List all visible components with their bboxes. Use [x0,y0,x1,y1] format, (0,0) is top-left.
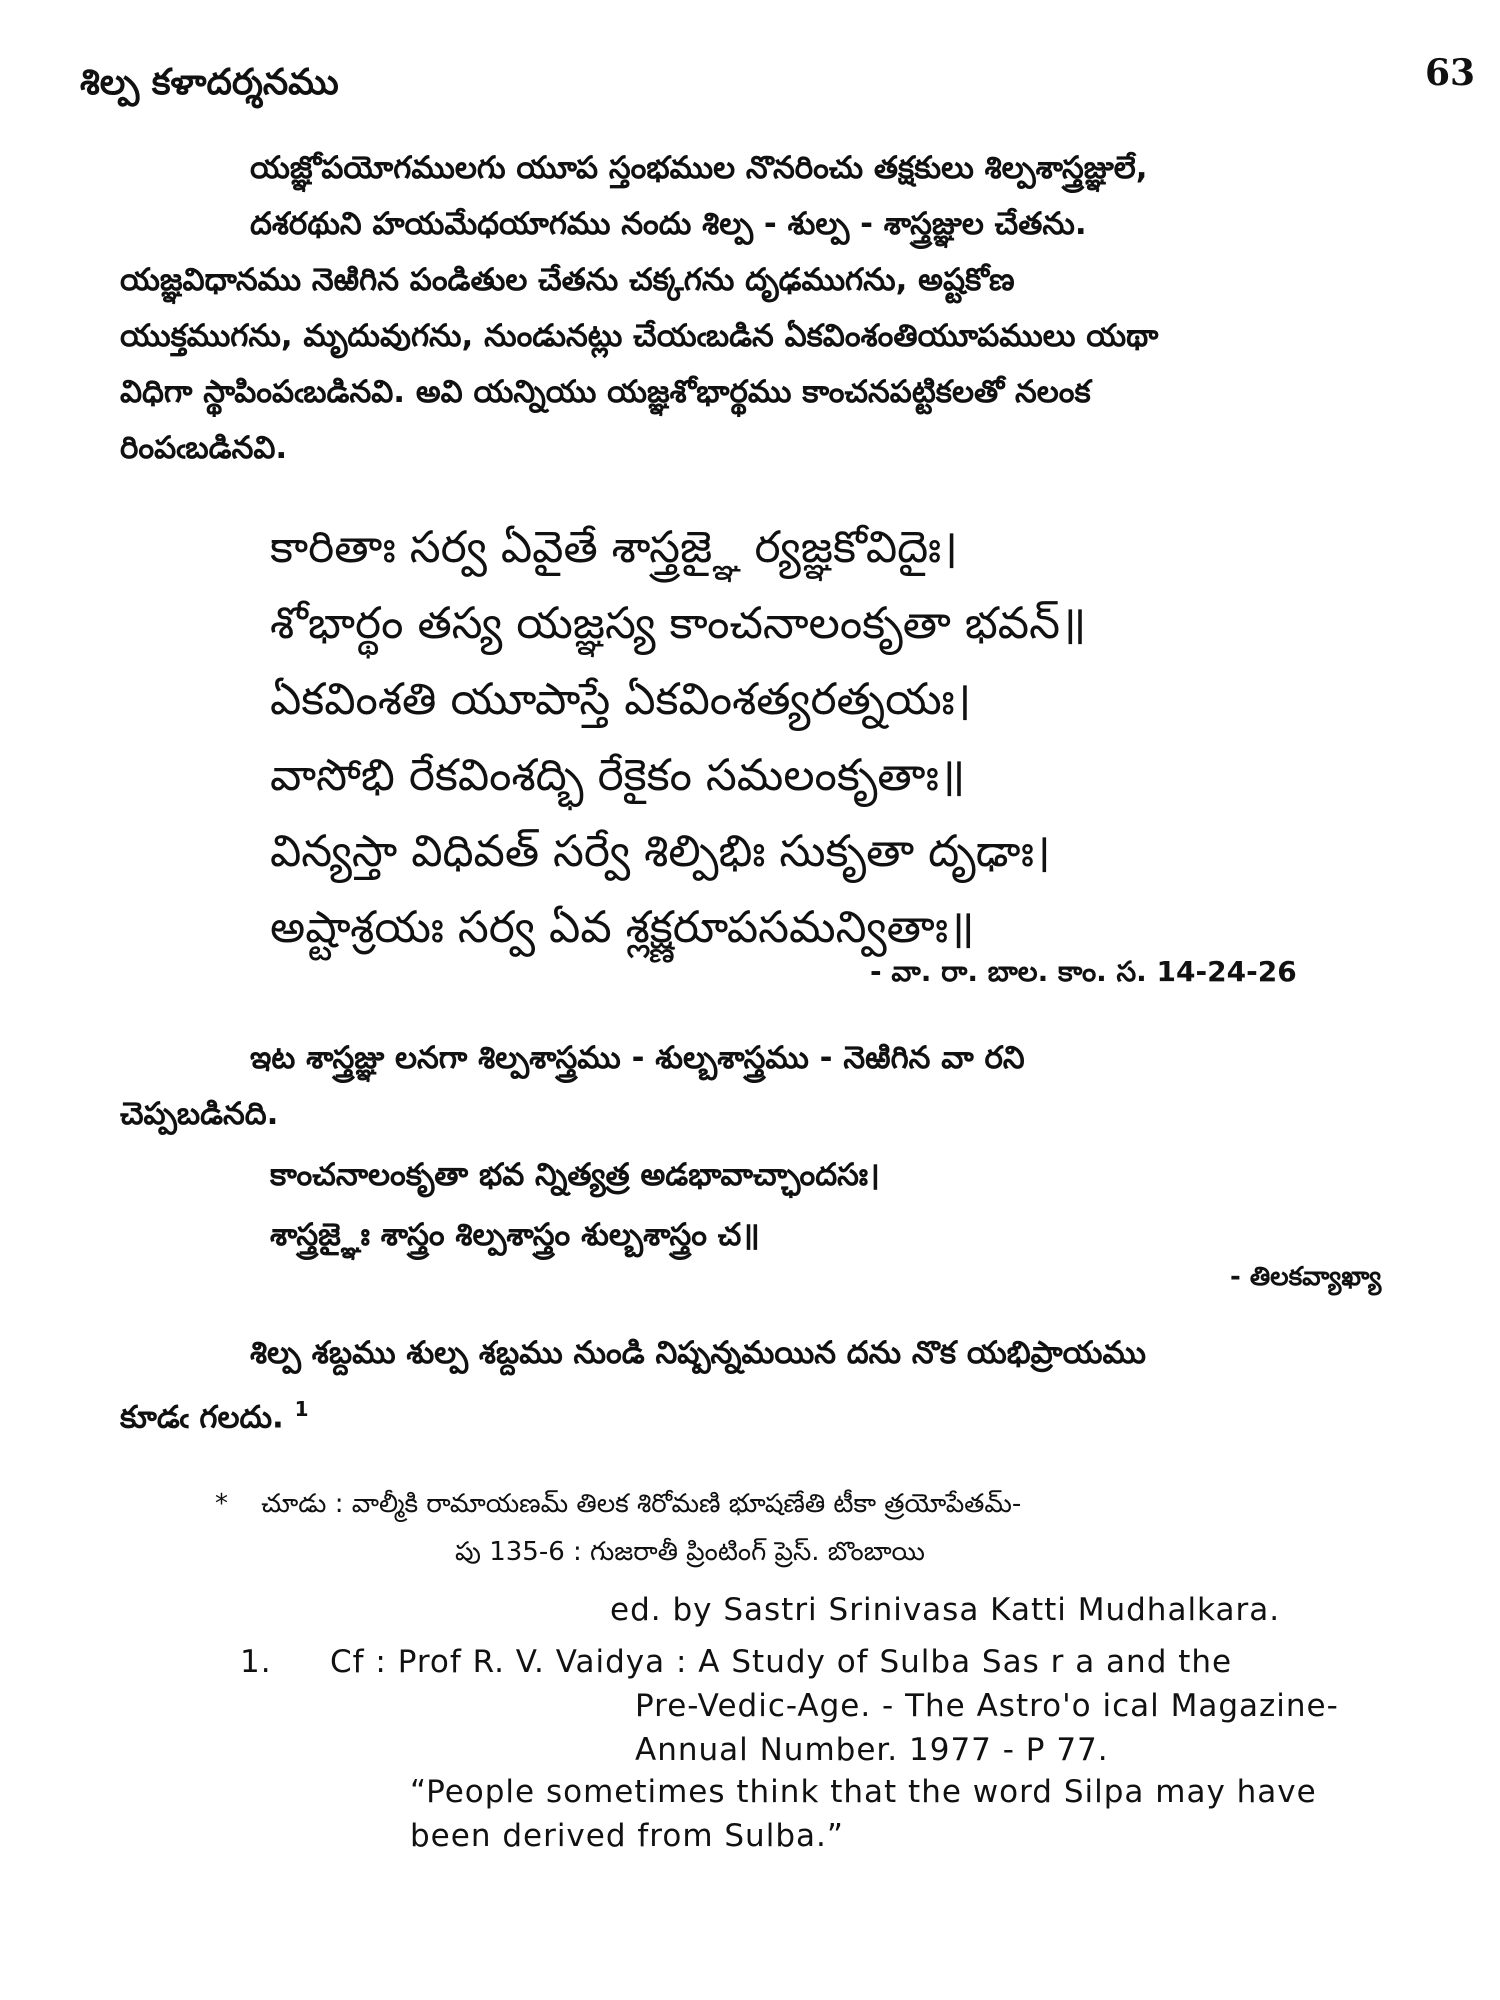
paragraph-line: యజ్ఞోపయోగములగు యూప స్తంభముల నొనరించు తక్షకులు శిల్పశాస్త్రజ్ఞులే, [250,150,1148,186]
footnote-citation: Cf : Prof R. V. Vaidya : A Study of Sulba Sas r a and the [330,1644,1233,1680]
star-footnote [215,1480,1485,1576]
page-number: 63 [1425,52,1476,94]
running-header-title: శిల్ప కళాదర్శనము [80,62,339,103]
paragraph-line: విధిగా స్థాపింపఁబడినవి. అవి యన్నియు యజ్ఞశోభార్థము కాంచనపట్టికలతో నలంక [120,374,1091,410]
paragraph-3 [120,1325,1480,1445]
paragraph-line: ఇట శాస్త్రజ్ఞు లనగా శిల్పశాస్త్రము - శుల్బశాస్త్రము - నెఱిగిన వా రని [250,1040,1025,1076]
paragraph-line: యజ్ఞవిధానము నెఱిగిన పండితుల చేతను చక్కగను దృఢముగను, అష్టకోణ [120,262,1015,298]
quote-line: “People sometimes think that the word Silpa may have [410,1774,1317,1810]
footnote-line: పు 135-6 : గుజరాతీ ప్రింటింగ్ ప్రెస్. బొంబాయి [455,1537,925,1567]
paragraph-1 [120,140,1480,476]
footnote-line [215,1480,1485,1528]
paragraph-line: శిల్ప శబ్దము శుల్ప శబ్దము నుండి నిష్పన్నమయిన దను నొక యభిప్రాయము [250,1335,1146,1371]
verse-line: కారితాః సర్వ ఏవైతే శాస్త్రజ్ఞై ర్యజ్ఞకోవిదైః। [270,522,958,573]
verse-line: శోభార్థం తస్య యజ్ఞస్య కాంచనాలంకృతా భవన్॥ [270,598,1087,649]
tilaka-reference: - తిలకవ్యాఖ్యా [1230,1262,1382,1292]
paragraph-line [120,1381,1480,1445]
editor-credit: ed. by Sastri Srinivasa Katti Mudhalkara. [610,1592,1281,1628]
paragraph-line: దశరథుని హయమేధయాగము నందు శిల్ప - శుల్ప - శాస్త్రజ్ఞుల చేతను. [250,206,1087,242]
verse-line: వాసోభి రేకవింశద్భి రేకైకం సమలంకృతాః॥ [270,750,966,801]
verse-reference: - వా. రా. బాల. కాం. స. 14-24-26 [870,955,1297,988]
sanskrit-verse [270,510,1430,966]
paragraph-2 [120,1030,1480,1142]
commentary-line: శాస్త్రజ్ఞైః శాస్త్రం శిల్పశాస్త్రం శుల్బశాస్త్రం చ॥ [270,1217,760,1253]
asterisk-mark: * [215,1489,228,1519]
commentary-line: కాంచనాలంకృతా భవ న్నిత్యత్ర అడభావాచ్ఛాందసః। [270,1157,880,1193]
verse-line: అష్టాశ్రయః సర్వ ఏవ శ్లక్ష్ణరూపసమన్వితాః॥ [270,902,975,953]
quoted-passage [410,1770,1490,1858]
paragraph-line: రింపఁబడినవి. [120,430,288,466]
footnote-text: చూడు : వాల్మీకి రామాయణమ్ తిలక శిరోమణి భూషణేతి టీకా త్రయోపేతమ్- [261,1489,1022,1519]
footnote-citation-cont: Annual Number. 1977 - P 77. [635,1732,1109,1768]
paragraph-line: యుక్తముగను, మృదువుగను, నుండునట్లు చేయఁబడిన ఏకవింశంతియూపములు యథా [120,318,1159,354]
paragraph-line: చెప్పబడినది. [120,1096,279,1132]
footnote-citation-cont: Pre-Vedic-Age. - The Astro'o ical Magazine- [635,1688,1339,1724]
quote-line: been derived from Sulba.” [410,1818,844,1854]
verse-line: విన్యస్తా విధివత్ సర్వే శిల్పిభిః సుకృతా దృఢాః। [270,826,1051,877]
footnote-marker: 1 [294,1397,309,1421]
tilaka-commentary [270,1145,880,1265]
paragraph-text: కూడఁ గలదు. [120,1399,284,1436]
footnote-number: 1. [240,1644,272,1680]
verse-line: ఏకవింశతి యూపాస్తే ఏకవింశత్యరత్నయః। [270,674,972,725]
